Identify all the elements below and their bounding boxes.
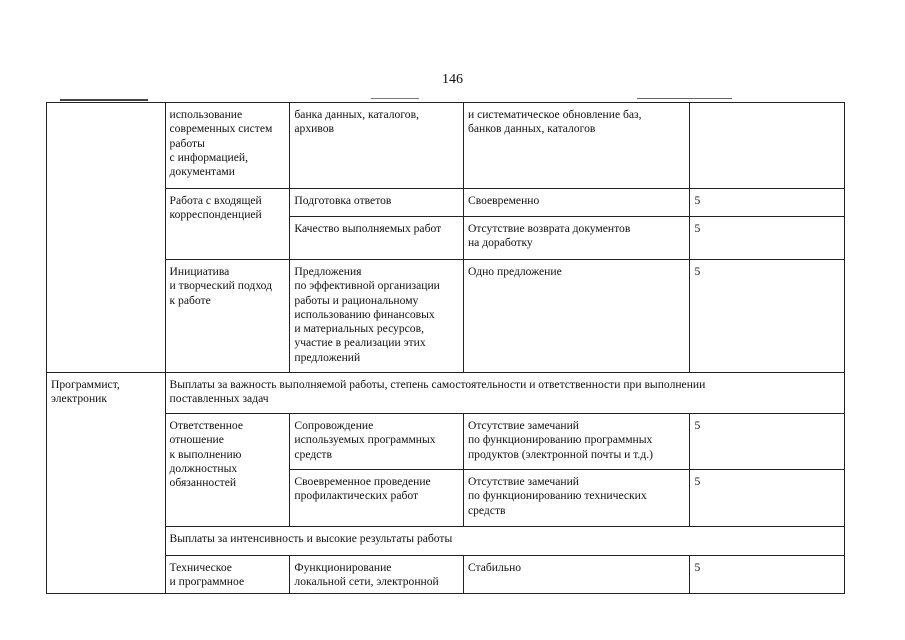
page-number: 146 bbox=[442, 72, 463, 87]
condition-cell: Отсутствие возврата документов на доработку bbox=[463, 217, 689, 260]
points-cell: 5 bbox=[690, 189, 845, 217]
position-cell: Программист, электроник bbox=[47, 373, 166, 594]
criterion-cell: использование современных систем работы с информацией, документами bbox=[165, 103, 290, 189]
condition-cell: Одно предложение bbox=[463, 260, 689, 373]
condition-cell: Стабильно bbox=[463, 556, 689, 594]
table-row bbox=[47, 189, 845, 217]
scan-artifact-line bbox=[60, 99, 148, 101]
criterion-cell: Ответственное отношение к выполнению должностных обязанностей bbox=[165, 414, 290, 527]
indicator-cell: банка данных, каталогов, архивов bbox=[290, 103, 464, 189]
condition-cell: и систематическое обновление баз, банков данных, каталогов bbox=[463, 103, 689, 189]
table-row bbox=[47, 260, 845, 373]
position-cell bbox=[47, 103, 166, 373]
points-cell: 5 bbox=[690, 414, 845, 470]
condition-cell: Своевременно bbox=[463, 189, 689, 217]
points-cell bbox=[690, 103, 845, 189]
points-cell: 5 bbox=[690, 260, 845, 373]
criterion-cell: Техническое и программное bbox=[165, 556, 290, 594]
table-row bbox=[47, 373, 845, 414]
indicator-cell: Предложения по эффективной организации работы и рациональному использованию финансовых и материальных ресурсов, участие в реализации этих предложений bbox=[290, 260, 464, 373]
table-row bbox=[47, 527, 845, 556]
indicator-cell: Своевременное проведение профилактических работ bbox=[290, 470, 464, 527]
table-row bbox=[47, 103, 845, 189]
scan-artifact-line bbox=[637, 98, 732, 99]
condition-cell: Отсутствие замечаний по функционированию программных продуктов (электронной почты и т.д.) bbox=[463, 414, 689, 470]
table-row bbox=[47, 414, 845, 470]
condition-cell: Отсутствие замечаний по функционированию технических средств bbox=[463, 470, 689, 527]
points-cell: 5 bbox=[690, 556, 845, 594]
payment-section-heading: Выплаты за интенсивность и высокие результаты работы bbox=[165, 527, 844, 556]
scan-artifact-line bbox=[371, 98, 419, 99]
indicator-cell: Подготовка ответов bbox=[290, 189, 464, 217]
table-row bbox=[47, 556, 845, 594]
points-cell: 5 bbox=[690, 217, 845, 260]
criterion-cell: Инициатива и творческий подход к работе bbox=[165, 260, 290, 373]
points-cell: 5 bbox=[690, 470, 845, 527]
indicator-cell: Сопровождение используемых программных средств bbox=[290, 414, 464, 470]
criteria-table bbox=[46, 102, 845, 594]
payment-section-heading: Выплаты за важность выполняемой работы, степень самостоятельности и ответственности при выполнении поставленных задач bbox=[165, 373, 844, 414]
criterion-cell: Работа с входящей корреспонденцией bbox=[165, 189, 290, 260]
indicator-cell: Функционирование локальной сети, электронной bbox=[290, 556, 464, 594]
indicator-cell: Качество выполняемых работ bbox=[290, 217, 464, 260]
